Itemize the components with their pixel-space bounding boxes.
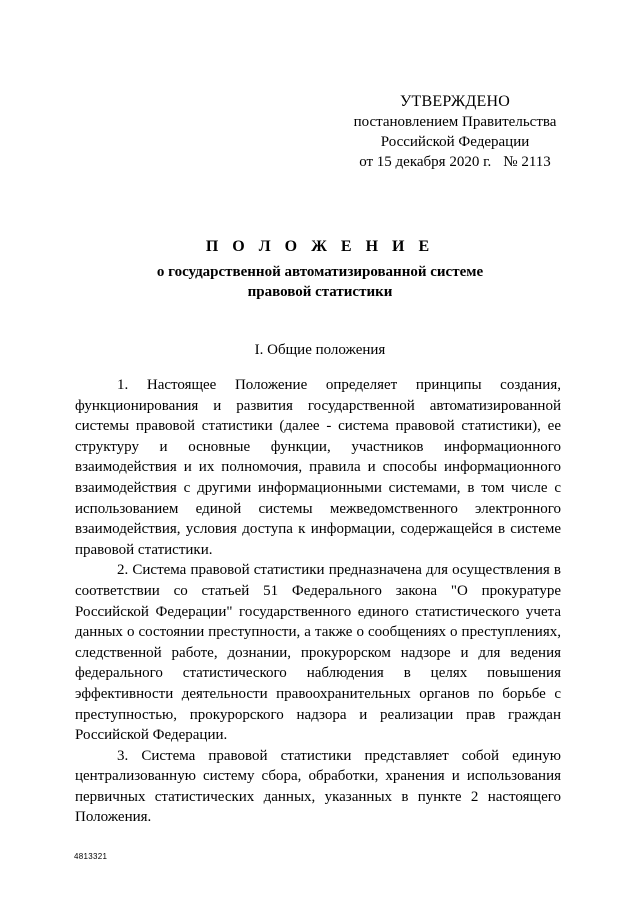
section-heading: I. Общие положения (254, 342, 386, 358)
document-title: П О Л О Ж Е Н И Е (205, 238, 435, 255)
approval-date: от 15 декабря 2020 г. (359, 154, 492, 170)
document-body (75, 375, 561, 828)
approval-line-2: Российской Федерации (380, 134, 530, 150)
document-subtitle (0, 262, 640, 302)
paragraph-1: 1. Настоящее Положение определяет принципы создания, функционирования и развития государственной автоматизированной системы правовой статистики (далее - система правовой статистики), ее структуру и основные функции, участников информационного взаимодействия и их полномочия, правила и способы информационного взаимодействия с другими информационными системами, в том числе с использованием единой системы межведомственного электронного взаимодействия, условия доступа к информации, содержащейся в системе правовой статистики. (75, 377, 561, 558)
approval-heading: УТВЕРЖДЕНО (399, 93, 510, 110)
paragraph-3: 3. Система правовой статистики представляет собой единую централизованную систему сбора, обработки, хранения и использования первичных статистических данных, указанных в пункте 2 настоящего Положения. (75, 747, 561, 826)
approval-date-line (330, 152, 580, 172)
approval-line-1: постановлением Правительства (353, 114, 557, 130)
document-code: 4813321 (74, 852, 108, 861)
subtitle-line-2: правовой статистики (247, 284, 393, 300)
approval-stamp (330, 92, 580, 172)
paragraph-2: 2. Система правовой статистики предназначена для осуществления в соответствии со статьей 51 Федерального закона "О прокуратуре Российской Федерации" государственного единого статистического учета данных о состоянии преступности, а также о сообщениях о преступлениях, следственной работе, дознании, прокурорском надзоре и для ведения федерального статистического наблюдения в целях повышения эффективности деятельности правоохранительных органов по борьбе с преступностью, прокурорского надзора и реализации прав граждан Российской Федерации. (75, 562, 561, 744)
approval-number: № 2113 (503, 154, 551, 170)
title-block (0, 236, 640, 302)
subtitle-line-1: о государственной автоматизированной системе (156, 264, 484, 280)
